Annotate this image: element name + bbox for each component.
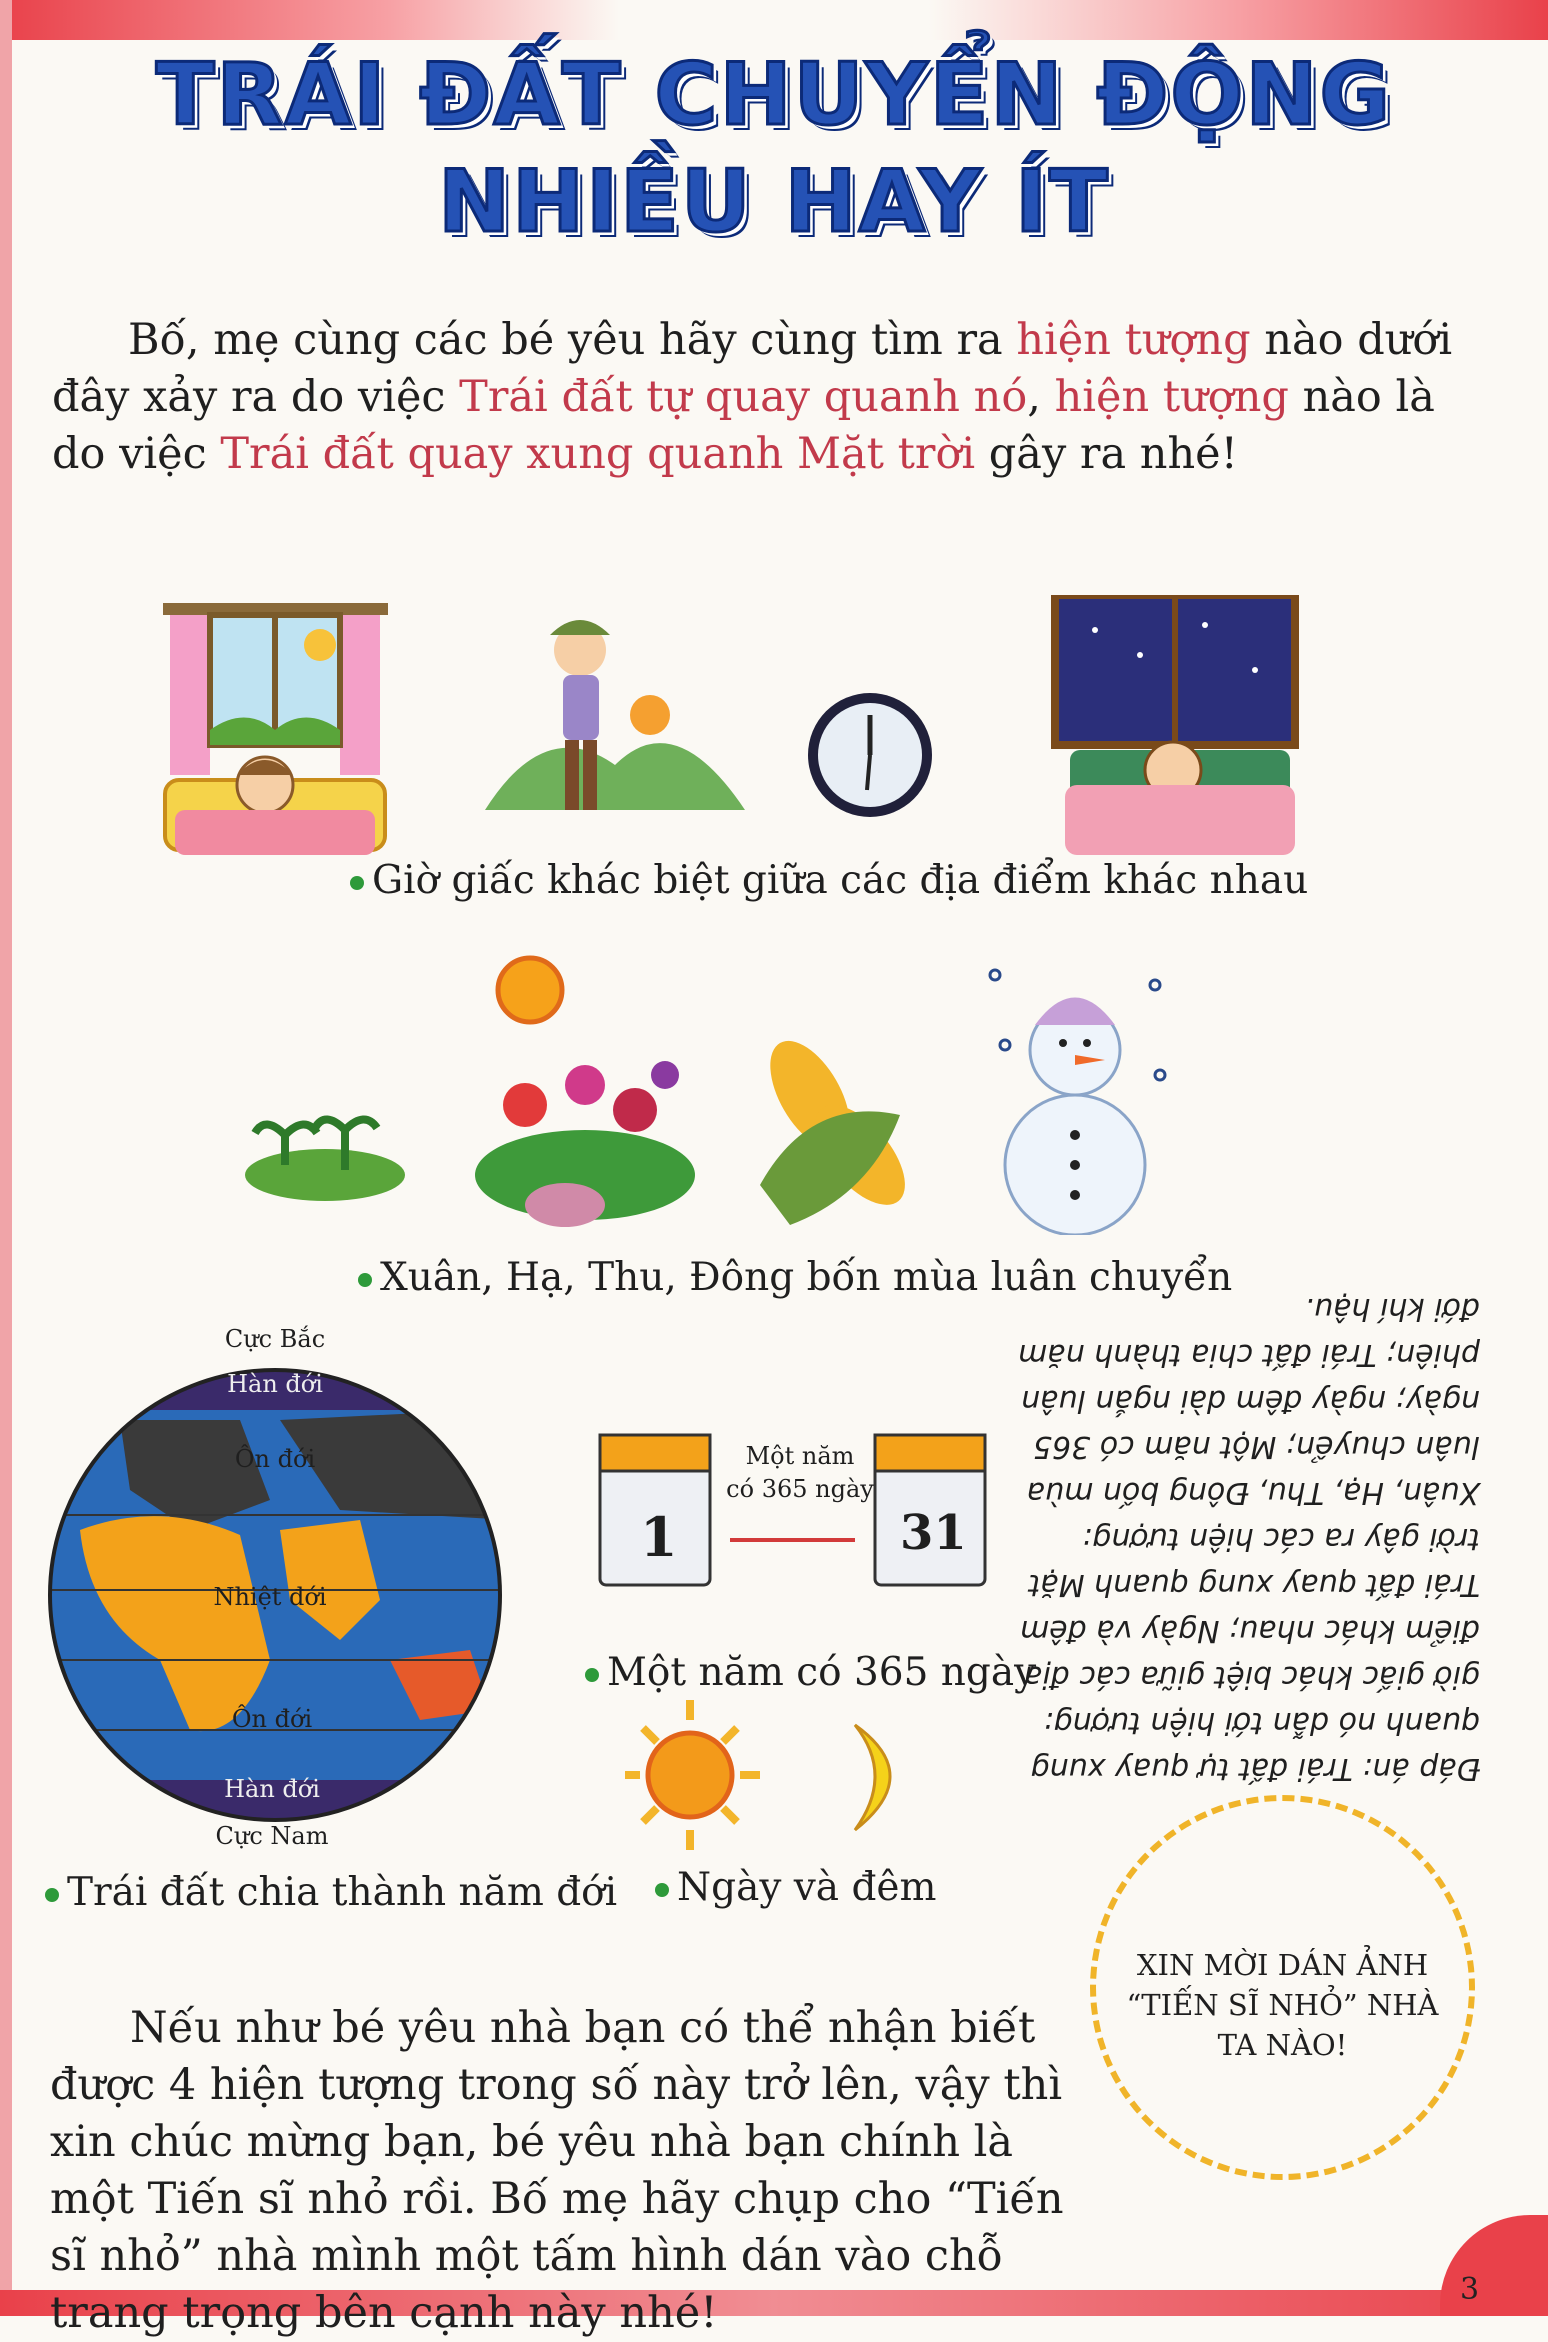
intro-paragraph: Bố, mẹ cùng các bé yêu hãy cùng tìm ra hiện tượng nào dưới đây xảy ra do việc Trái đất tự quay quanh nó, hiện tượng nào là do việc Trái đất quay xung quanh Mặt trời gây ra nhé! [52,315,1453,479]
caption-climate-zones: Trái đất chia thành năm đới [45,1870,617,1915]
highlight: Trái đất tự quay quanh nó [459,372,1028,422]
sprouts-icon [245,1119,405,1201]
bullet-icon [585,1668,599,1682]
caption-day-night: Ngày và đêm [655,1865,936,1910]
page-title-line2: NHIỀU HAY ÍT [438,152,1110,252]
day-night-illustration [625,1690,925,1870]
highlight: hiện tượng [1054,372,1289,422]
bullet-icon [358,1273,372,1287]
time-zone-illustrations [155,595,1305,870]
zone-tropical: Nhiệt đới [213,1583,327,1611]
sticker-prompt: XIN MỜI DÁN ẢNH “TIẾN SĨ NHỎ” NHÀ TA NÀO! [1126,1948,1439,2062]
zone-frigid-south: Hàn đới [224,1775,320,1803]
summer-flowers-icon [475,958,695,1227]
highlight: Trái đất quay xung quanh Mặt trời [220,429,976,479]
snowman-icon [990,970,1165,1235]
caption-year: Một năm có 365 ngày [585,1650,1036,1695]
answer-upside-down: Đáp án: Trái đất tự quay xung quanh nó dẫn tới hiện tượng: giờ giấc khác biệt giữa các địa điểm khác nhau; Ngày và đêm Trái đất quay xung quanh Mặt trời gây ra các hiện tượng: Xuân, Hạ, Thu, Đông bốn mùa luân chuyển; Một năm có 365 ngày; ngày đêm dài ngắn luân phiên; Trái đất chia thành năm đới khí hậu. [1018,1291,1480,1786]
boy-sunset-icon [485,620,745,810]
autumn-corn-icon [754,1028,922,1225]
seasons-illustrations [245,935,1185,1235]
closing-paragraph: Nếu như bé yêu nhà bạn có thể nhận biết được 4 hiện tượng trong số này trở lên, vậy thì xin chúc mừng bạn, bé yêu nhà bạn chính là một Tiến sĩ nhỏ rồi. Bố mẹ hãy chụp cho “Tiến sĩ nhỏ” nhà mình một tấm hình dán vào chỗ trang trọng bên cạnh này nhé! [50,2003,1064,2338]
bullet-icon [45,1888,59,1902]
zone-frigid-north: Hàn đới [227,1370,323,1398]
page-number: 3 [1460,2272,1480,2307]
morning-bedroom-icon [163,603,388,855]
top-border [0,0,1548,40]
caption-time-zones: Giờ giấc khác biệt giữa các địa điểm khác nhau [350,858,1308,903]
calendar-last-day: 31 [900,1505,967,1561]
calendar-note-line2: có 365 ngày [726,1475,874,1503]
highlight: hiện tượng [1016,315,1251,365]
zone-temperate-north: Ôn đới [234,1445,316,1473]
bullet-icon [655,1883,669,1897]
night-bedroom-icon [1055,595,1295,855]
corner-decoration [1440,2215,1548,2316]
page-title-line1: TRÁI ĐẤT CHUYỂN ĐỘNG [155,45,1393,145]
left-border [0,0,12,2316]
moon-icon [855,1725,890,1830]
calendar-note-line1: Một năm [745,1442,855,1470]
north-pole-label: Cực Bắc [224,1325,326,1353]
zone-temperate-south: Ôn đới [231,1705,313,1733]
south-pole-label: Cực Nam [215,1822,329,1850]
sun-icon [625,1700,760,1850]
calendar-first-day: 1 [640,1505,678,1569]
bullet-icon [350,876,364,890]
clock-icon [808,693,932,817]
caption-seasons: Xuân, Hạ, Thu, Đông bốn mùa luân chuyển [358,1255,1232,1300]
